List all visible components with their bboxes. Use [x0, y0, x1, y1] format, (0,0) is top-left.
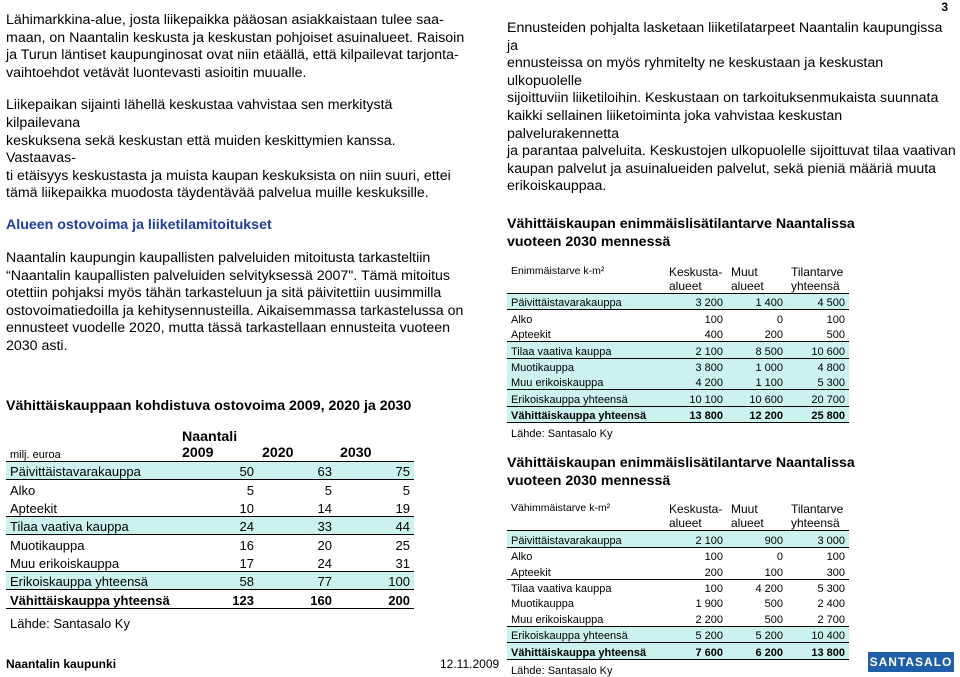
min-space-table	[507, 502, 849, 677]
footer-client: Naantalin kaupunki	[6, 657, 117, 671]
table-source: Lähde: Santasalo Ky	[511, 664, 613, 677]
table-source: Lähde: Santasalo Ky	[511, 428, 613, 441]
paragraph-2: Liikepaikan sijainti lähellä keskustaa vahvistaa sen merkitystä kilpailevana keskuksena sekä keskustan että muiden keskittymien kanssa. Vastaavas- ti etäisyys keskustasta ja muista kaupan keskuksista on niin suuri, ettei tämä liikepaikka muodosta täydentävää palvelua muille keskuksille.	[6, 97, 451, 202]
table-row: Tilaa vaativa kauppa 100 4 200 5 300	[511, 583, 845, 596]
table-row: Apteekit 10 14 19	[6, 498, 414, 516]
max-space-table	[507, 265, 849, 441]
purchasing-power-table-title: Vähittäiskauppaan kohdistuva ostovoima 2009, 2020 ja 2030	[6, 397, 412, 414]
table-row: Alko 5 5 5	[10, 482, 410, 498]
table-row: Apteekit 200 100 300	[507, 563, 849, 579]
table-row: Muu erikoiskauppa 17 24 31	[6, 553, 414, 571]
paragraph-1: Lähimarkkina-alue, josta liikepaikka pääosan asiakkaistaan tulee saa- maan, on Naantalin keskusta ja keskustan pohjoiset asuinalueet. Raisoin ja Turun läntiset kaupunginosat ovat niin etäällä, että kilpailevat tarjonta- vaihtoehdot vetävät luontevasti asioitin muualle.	[6, 12, 465, 81]
purchasing-power-table	[6, 429, 414, 631]
table-header: Enimmäistarve k-m² Keskusta- alueet Muut alueet Tilantarve yhteensä	[507, 265, 849, 294]
page-number: 3	[941, 0, 948, 14]
santasalo-logo: SANTASALO	[868, 652, 954, 672]
table-row: Päivittäistavarakauppa 50 63 75	[6, 461, 414, 480]
table-row-total: Vähittäiskauppa yhteensä 123 160 200	[6, 590, 414, 609]
right-column	[507, 20, 957, 677]
unit-label: milj. euroa	[6, 429, 178, 462]
table-row: Tilaa vaativa kauppa 2 100 8 500 10 600	[507, 342, 849, 358]
unit-label: Vähimmäistarve k-m²	[507, 502, 665, 531]
table-row: Alko 100 0 100	[511, 313, 845, 326]
max-space-table-title: Vähittäiskaupan enimmäislisätilantarve Naantalissa vuoteen 2030 mennessä	[507, 215, 855, 250]
table-header: Vähimmäistarve k-m² Keskusta- alueet Muut alueet Tilantarve yhteensä	[507, 502, 849, 531]
table-row-total: Vähittäiskauppa yhteensä 7 600 6 200 13 800	[507, 643, 849, 659]
table-row: Muotikauppa 3 800 1 000 4 800	[507, 358, 849, 374]
table-row: Apteekit 400 200 500	[507, 326, 849, 342]
table-row: Muu erikoiskauppa 2 200 500 2 700	[507, 610, 849, 626]
table-source: Lähde: Santasalo Ky	[10, 615, 130, 631]
table-row: Erikoiskauppa yhteensä 58 77 100	[6, 571, 414, 590]
table-header: milj. euroa Naantali 2009 2020 2030	[6, 429, 414, 462]
table-row: Muu erikoiskauppa 4 200 1 100 5 300	[507, 374, 849, 390]
section-heading: Alueen ostovoima ja liiketilamitoitukset	[6, 216, 272, 233]
table-row: Alko 100 0 100	[511, 551, 845, 564]
table-row: Muotikauppa 16 20 25	[10, 537, 410, 553]
paragraph-3: Naantalin kaupungin kaupallisten palveluiden mitoitusta tarkasteltiin “Naantalin kaupallisten palveluiden selvityksessä 2007". Tämä mitoitus otettiin pohjaksi myös tähän tarkasteluun ja sitä päivitettiin uusimmilla ostovoimatiedoilla ja kehitysennusteilla. Aikaisemmassa tarkastelussa on ennusteet vuodelle 2020, mutta tässä tarkastellaan ennusteita vuoteen 2030 asti.	[6, 249, 464, 354]
unit-label: Enimmäistarve k-m²	[507, 265, 665, 294]
left-column	[6, 12, 468, 631]
table-row: Erikoiskauppa yhteensä 10 100 10 600 20 700	[507, 390, 849, 406]
right-paragraph: Ennusteiden pohjalta lasketaan liiketilatarpeet Naantalin kaupungissa ja ennusteissa on myös ryhmitelty ne keskustaan ja keskustan ulkopuolelle sijoittuviin liiketiloihin. Keskustaan on tarkoituksenmukaista suunnata kaikki sellainen liiketoiminta joka vahvistaa keskustan palvelurakennetta ja parantaa palveluita. Keskustojen ulkopuolelle sijoittuvat tilaa vaativan kaupan palvelut ja asuinalueiden palvelut, sekä pieniä määriä muuta erikoiskauppaa.	[507, 20, 956, 195]
table-row: Päivittäistavarakauppa 3 200 1 400 4 500	[507, 293, 849, 309]
table-row: Muotikauppa 1 900 500 2 400	[511, 598, 845, 611]
table-row: Erikoiskauppa yhteensä 5 200 5 200 10 400	[507, 626, 849, 642]
table-row: Tilaa vaativa kauppa 24 33 44	[6, 516, 414, 535]
table-row-total: Vähittäiskauppa yhteensä 13 800 12 200 25 800	[507, 406, 849, 422]
min-space-table-title: Vähittäiskaupan enimmäislisätilantarve Naantalissa vuoteen 2030 mennessä	[507, 455, 855, 490]
footer-date: 12.11.2009	[440, 657, 500, 671]
table-row: Päivittäistavarakauppa 2 100 900 3 000	[507, 531, 849, 547]
